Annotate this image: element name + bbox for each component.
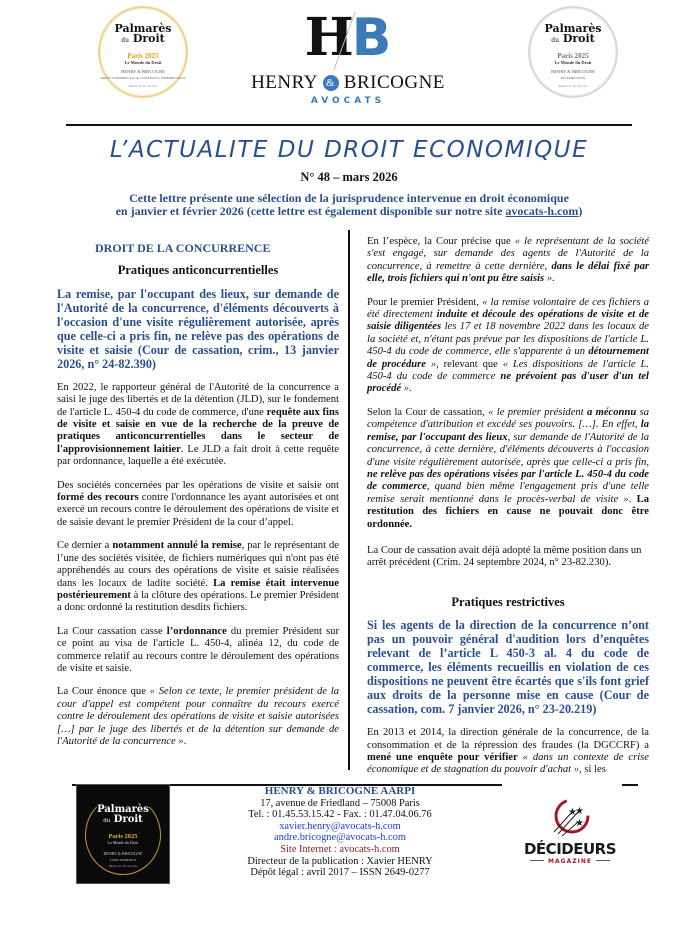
- firm-tagline: AVOCATS: [310, 96, 386, 106]
- column-divider: [348, 230, 350, 770]
- badge-publisher: Le Monde du Droit: [124, 60, 162, 65]
- badge-publisher: Le Monde du Droit: [107, 840, 139, 845]
- firm-name: HENRY & BRICOGNE: [251, 72, 445, 93]
- badge-category: DISTRIBUTION: [560, 76, 586, 80]
- badge-firm: HENRY & BRICOGNE: [103, 851, 143, 856]
- hb-monogram: H B: [248, 14, 448, 62]
- badge-city-year: Paris 2025: [108, 833, 138, 840]
- decideurs-name: DÉCIDEURS: [523, 840, 617, 858]
- badge-city-year: Paris 2025: [127, 52, 159, 60]
- decideurs-logo: [520, 784, 620, 884]
- subsection-title: Pratiques restrictives: [451, 594, 565, 609]
- badge-title: Palmarès du Droit: [97, 804, 149, 825]
- footer-contact: [190, 786, 490, 879]
- badge-firm: HENRY & BRICOGNE: [551, 69, 595, 74]
- article-headline: La remise, par l'occupant des lieux, sur demande de l'Autorité de la concurrence, d'éléments découverts à l'occasion d'une visite régulièrement autorisée, après que celle-ci a pris fin, ne relève pas des opérations de visite et saisie (Cour de cassation, crim., 13 janvier 2026, n° 24-82.390): [57, 286, 339, 371]
- footer-address: 17, avenue de Friedland – 75008 Paris: [260, 797, 420, 809]
- intro-text: Cette lettre présente une sélection de la jurisprudence intervenue en droit économique en janvier et février 2026 (cette lettre est également disponible sur notre site avocats-h.com): [115, 191, 583, 218]
- badge-category: CONCURRENCE: [109, 858, 137, 862]
- footer-firm-name: HENRY & BRICOGNE AARPI: [264, 785, 416, 797]
- ampersand-icon: &: [323, 75, 339, 91]
- website-link[interactable]: Site Internet : avocats-h.com: [280, 843, 400, 855]
- footer-divider: [622, 784, 638, 786]
- decideurs-subtitle: MAGAZINE: [520, 858, 620, 865]
- paragraph: La Cour énonce que « Selon ce texte, le premier président de la cour d'appel est compétent pour connaître du recours exercé contre le déroulement des opérations de visite et saisie autorisées […] par le juge des libertés et de la détention sur demande de l'Autorité de la concurrence ».: [57, 686, 339, 747]
- palmares-badge-silver: [528, 6, 618, 98]
- left-column: [57, 236, 339, 759]
- badge-footer: Moins de 10 avocats: [128, 84, 158, 88]
- svg-text:★: ★: [575, 806, 584, 817]
- header-divider: [66, 124, 632, 126]
- badge-footer: Moins de 10 avocats: [558, 84, 588, 88]
- firm-logo: [248, 7, 448, 106]
- paragraph: Pour le premier Président, « la remise volontaire de ces fichiers a été directement induite et découle des opérations de visite et de saisie diligentées les 17 et 18 novembre 2022 dans les locaux de la société et, n'étant pas prévue par les dispositions de l'article L. 450-4 du code de commerce, elle s'apparente à un détournement de procédure », relevant que « Les dispositions de l'article L. 450-4 du code de commerce ne prévoient pas d'user d'un tel procédé ».: [367, 296, 649, 395]
- badge-city-year: Paris 2025: [557, 52, 589, 60]
- paragraph: La Cour de cassation avait déjà adopté la même position dans un arrêt précédent (Crim. 24 septembre 2024, n° 23-82.230).: [367, 544, 642, 569]
- section-title: DROIT DE LA CONCURRENCE: [95, 241, 271, 255]
- badge-publisher: Le Monde du Droit: [554, 60, 592, 65]
- paragraph: Selon la Cour de cassation, « le premier président a méconnu sa compétence d'attribution et excédé ses pouvoirs. […]. En effet, la remise, par l'occupant des lieux, sur demande de l'Autorité de la concurrence, à cette dernière, d'éléments découverts à l'occasion d'une visite régulièrement autorisée, après que celle-ci a pris fin, ne relève pas des opérations visées par l'article L. 450-4 du code de commerce, quand bien même l'engagement pris d'une telle remise serait mentionné dans le procès-verbal de visite ». La restitution des fichiers en cause ne pouvait donc être ordonnée.: [367, 406, 650, 530]
- laurel-ring-icon: [85, 795, 161, 875]
- paragraph: Ce dernier a notamment annulé la remise, par le représentant de l’une des sociétés visitée, de fichiers numériques qui n'ont pas été appréhendés au cours des opérations de visite et saisie réalisées dans les locaux de ladite société. La remise était intervenue postérieurement à la clôture des opérations. Le premier Président a donc ordonné la restitution desdits fichiers.: [57, 540, 339, 614]
- stars-circle-icon: [548, 798, 592, 838]
- footer-legal: Dépôt légal : avril 2017 – ISSN 2649-0277: [250, 867, 430, 879]
- paragraph: Des sociétés concernées par les opérations de visite et saisie ont formé des recours contre l'ordonnance les ayant autorisées et ont exercé un recours contre le déroulement des opérations de visite et de saisie devant le premier Président de la cour d’appel.: [57, 479, 339, 528]
- badge-title: Palmarès du Droit: [544, 22, 602, 45]
- palmares-badge-black: [76, 784, 170, 884]
- subsection-title: Pratiques anticoncurrentielles: [117, 263, 279, 278]
- website-link[interactable]: avocats-h.com: [505, 204, 579, 218]
- paragraph: En l’espèce, la Cour précise que « le représentant de la société s'est engagé, sur demande des agents de l'Autorité de la concurrence, à remettre à cette dernière, dans le délai fixé par elle, trois fichiers qui n'ont pu être saisis ».: [367, 236, 649, 285]
- email-link[interactable]: andre.bricogne@avocats-h.com: [274, 832, 406, 844]
- email-link[interactable]: xavier.henry@avocats-h.com: [279, 820, 401, 832]
- svg-text:★: ★: [568, 807, 577, 818]
- right-column: [367, 236, 649, 788]
- palmares-badge-gold: [98, 6, 188, 98]
- svg-text:★: ★: [575, 818, 584, 829]
- badge-title: Palmarès du Droit: [114, 22, 172, 45]
- footer-director: Directeur de la publication : Xavier HENRY: [247, 855, 433, 867]
- paragraph: En 2022, le rapporteur général de l'Autorité de la concurrence a saisi le juge des libertés et de la détention (JLD), sur le fondement de l'article L. 450-4 du code de commerce, d'une requête aux fins de visite et saisie en vue de la recherche de la preuve de pratiques anticoncurrentielles dans le secteur de l'approvisionnement laitier. Le JLD a fait droit à cette requête par ordonnance, laquelle a été exécutée.: [57, 381, 339, 468]
- badge-category: DROIT COMMERCIAL & CONTRATS COMMERCIAUX: [100, 76, 186, 80]
- footer-phone: Tel. : 01.45.53.15.42 - Fax. : 01.47.04.06.76: [248, 809, 432, 821]
- issue-number: N° 48 – mars 2026: [300, 170, 398, 184]
- paragraph: En 2013 et 2014, la direction générale de la concurrence, de la consommation et de la répression des fraudes (la DGCCRF) a mené une enquête pour vérifier « dans un contexte de crise économique et de stagnation du pouvoir d'achat », si les: [367, 727, 649, 776]
- article-headline: Si les agents de la direction de la concurrence n’ont pas un pouvoir général d'audition lors d’enquêtes relevant de l’article L 450-3 al. 4 du code de commerce, les éléments recueillis en violation de ces dispositions ne peuvent être écartés que s'ils font grief aux droits de la personne mise en cause (Cour de cassation, com. 7 janvier 2026, n° 23-20.219): [367, 618, 649, 717]
- newsletter-title: L’ACTUALITE DU DROIT ECONOMIQUE: [109, 137, 589, 163]
- badge-firm: HENRY & BRICOGNE: [121, 69, 165, 74]
- badge-footer: Moins de 10 avocats: [108, 864, 138, 868]
- paragraph: La Cour cassation casse l’ordonnance du premier Président sur ce point au visa de l'article L. 450-4, alinéa 12, du code de commerce relatif au recours contre le déroulement des opérations de visite et saisie.: [57, 625, 339, 674]
